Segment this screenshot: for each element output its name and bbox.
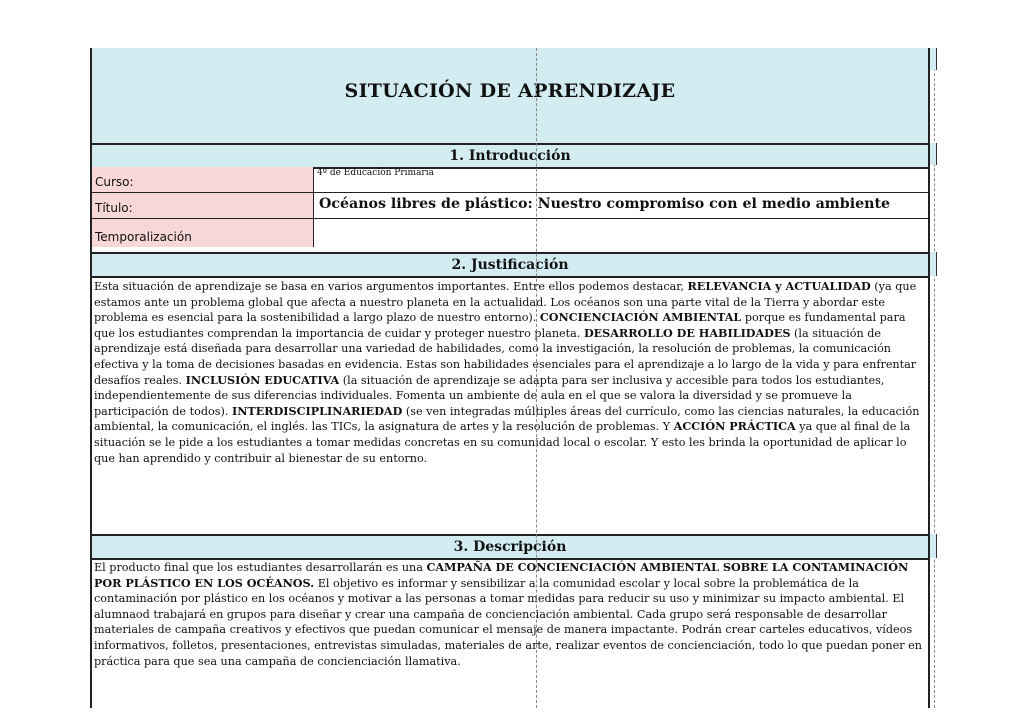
table-left-border — [90, 48, 92, 708]
titulo-label: Título: — [95, 201, 133, 215]
justificacion-bold-interdisciplinariedad: INTERDISCIPLINARIEDAD — [231, 403, 403, 418]
temporalizacion-label-cell — [92, 219, 314, 247]
justificacion-text — [94, 279, 924, 466]
section-header-introduccion: 1. Introducción — [92, 143, 928, 169]
temporalizacion-value-cell — [315, 219, 928, 247]
curso-label-cell — [92, 167, 314, 192]
justificacion-text-1: Esta situación de aprendizaje se basa en varios argumentos importantes. Entre ellos podemos destacar, — [94, 280, 688, 293]
descripcion-bold-campana: CAMPAÑA DE CONCIENCIACIÓN AMBIENTAL SOBRE LA CONTAMINACIÓN POR PLÁSTICO EN LOS OCÉANOS. — [94, 560, 909, 590]
justificacion-text-5: (la situación de aprendizaje se adapta para ser inclusiva y accesible para todos los estudiantes, independientemente de sus diferencias individuales. Fomenta un ambiente de aula en el que se valora la diversidad y se promueve la participación de todos). — [94, 373, 885, 418]
adjacent-column-edge — [930, 252, 937, 276]
justificacion-bold-habilidades: DESARROLLO DE HABILIDADES — [583, 325, 791, 340]
row-curso — [92, 167, 928, 193]
descripcion-text-1: El producto final que los estudiantes desarrollarán es una — [94, 561, 427, 574]
titulo-label-cell — [92, 193, 314, 218]
justificacion-text-4: (la situación de aprendizaje está diseñada para desarrollar una variedad de habilidades, como la investigación, la resolución de problemas, la comunicación efectiva y la toma de decisiones basadas en evidencia. Estas son habilidades esenciales para el aprendizaje a lo largo de la vida y para enfrentar desafíos reales. — [94, 326, 917, 387]
curso-label: Curso: — [95, 175, 134, 189]
adjacent-column-edge — [930, 143, 937, 165]
descripcion-text — [94, 560, 924, 669]
curso-value-cell — [315, 167, 928, 192]
adjacent-column-edge — [930, 534, 937, 558]
page-break-guide — [536, 48, 537, 708]
justificacion-bold-inclusion: INCLUSIÓN EDUCATIVA — [185, 372, 340, 387]
row-titulo — [92, 193, 928, 219]
justificacion-bold-accion: ACCIÓN PRÁCTICA — [673, 419, 796, 434]
descripcion-text-2: El objetivo es informar y sensibilizar a la comunidad escolar y local sobre la problemática de la contaminación por plástico en los océanos y motivar a las personas a tomar medidas para reducir su uso y minimizar su impacto ambiental. El alumnaod trabajará en grupos para diseñar y crear una campaña de concienciación ambiental. Cada grupo será responsable de desarrollar materiales de campaña creativos y efectivos que puedan comunicar el mensaje de manera impactante. Podrán crear carteles educativos, vídeos informativos, folletos, presentaciones, entrevistas simuladas, materiales de arte, realizar eventos de concienciación, todo lo que puedan poner en práctica para que sea una campaña de concienciación llamativa. — [94, 576, 922, 668]
curso-value: 4º de Educación Primaria — [317, 168, 434, 178]
justificacion-text-6: (se ven integradas múltiples áreas del currículo, como las ciencias naturales, la educación ambiental, la comunicación, el inglés. las TICs, la asignatura de artes y la resolución de problemas. Y — [94, 404, 920, 434]
justificacion-text-3: porque es fundamental para que los estudiantes comprendan la importancia de cuidar y proteger nuestro planeta. — [94, 311, 906, 340]
title-block — [92, 48, 928, 145]
titulo-value: Océanos libres de plástico: Nuestro compromiso con el medio ambiente — [319, 196, 891, 212]
section-header-descripcion: 3. Descripción — [92, 534, 928, 560]
adjacent-column-edge — [930, 48, 937, 70]
justificacion-text-7: ya que al final de la situación se le pide a los estudiantes a tomar medidas concretas en su comunidad local o escolar. Y esto les brinda la oportunidad de aplicar lo que han aprendido y contribuir al bienestar de su entorno. — [94, 420, 911, 465]
section-header-justificacion: 2. Justificación — [92, 252, 928, 278]
row-temporalizacion — [92, 219, 928, 247]
justificacion-text-2: (ya que estamos ante un problema global que afecta a nuestro planeta en la actualidad. Los océanos son una parte vital de la Tierra y abordar este problema es esencial para la sostenibilidad a largo plazo de nuestro entorno). — [94, 280, 917, 325]
justificacion-bold-relevancia: RELEVANCIA y ACTUALIDAD — [687, 279, 871, 293]
titulo-value-cell — [315, 193, 928, 218]
justificacion-bold-concienciacion: CONCIENCIACIÓN AMBIENTAL — [539, 310, 742, 325]
temporalizacion-label: Temporalización — [95, 230, 192, 244]
page-title: SITUACIÓN DE APRENDIZAJE — [344, 80, 676, 102]
